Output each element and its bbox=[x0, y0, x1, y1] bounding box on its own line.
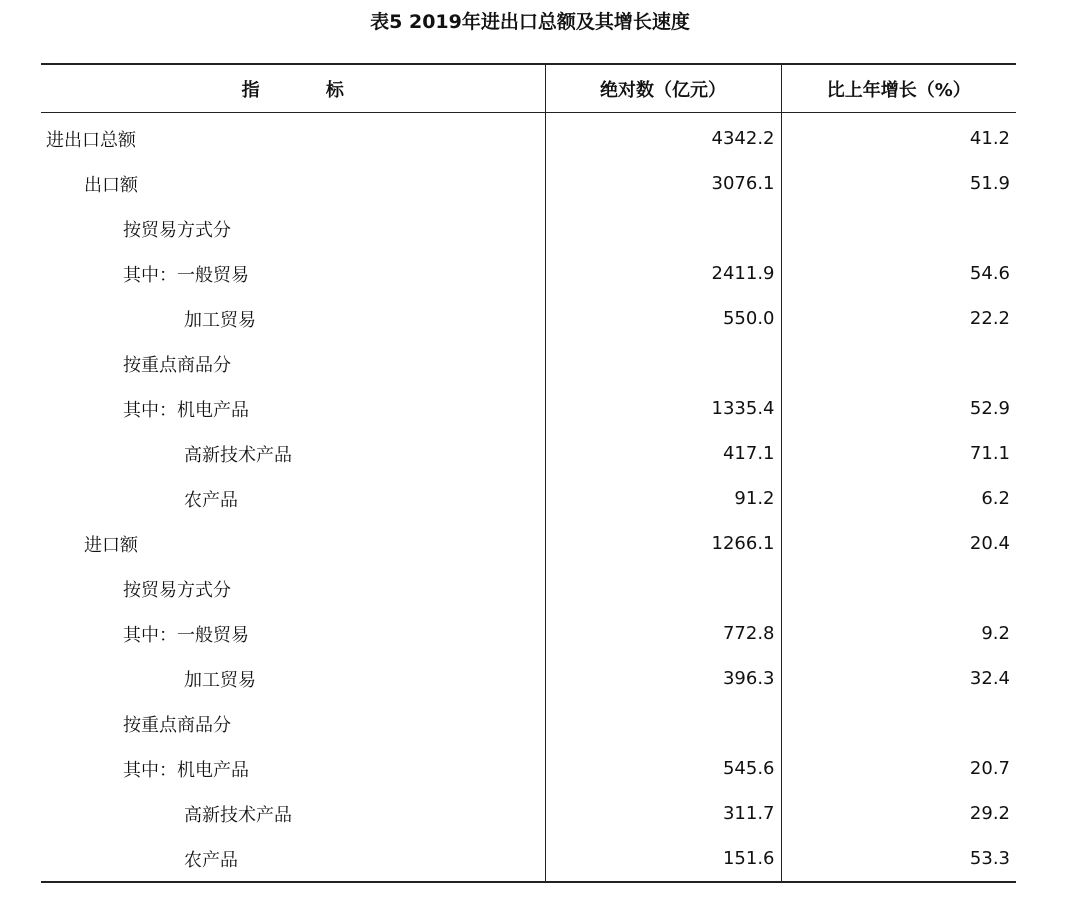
row-growth-rate bbox=[781, 701, 1016, 746]
table-row bbox=[41, 161, 1016, 206]
row-absolute-value: 417.1 bbox=[545, 431, 781, 476]
row-absolute-value bbox=[545, 701, 781, 746]
table-row bbox=[41, 476, 1016, 521]
row-absolute-value bbox=[545, 341, 781, 386]
row-absolute-value: 3076.1 bbox=[545, 161, 781, 206]
row-label: 高新技术产品 bbox=[41, 431, 545, 476]
table-row bbox=[41, 836, 1016, 882]
row-growth-rate: 41.2 bbox=[969, 128, 1010, 149]
row-growth-rate: 32.4 bbox=[969, 668, 1010, 689]
row-absolute-value: 311.7 bbox=[545, 791, 781, 836]
row-growth-rate: 22.2 bbox=[969, 308, 1010, 329]
table-row bbox=[41, 113, 1016, 162]
table-row bbox=[41, 746, 1016, 791]
row-label: 出口额 bbox=[41, 161, 545, 206]
row-growth-rate: 54.6 bbox=[969, 263, 1010, 284]
row-growth-rate bbox=[781, 341, 1016, 386]
table-row bbox=[41, 341, 1016, 386]
row-growth-rate bbox=[781, 206, 1016, 251]
row-label: 其中：机电产品 bbox=[41, 746, 545, 791]
row-label: 其中：一般贸易 bbox=[41, 251, 545, 296]
row-label: 高新技术产品 bbox=[41, 791, 545, 836]
row-absolute-value: 151.6 bbox=[545, 836, 781, 882]
row-absolute-value: 91.2 bbox=[545, 476, 781, 521]
row-absolute-value: 4342.2 bbox=[545, 113, 781, 162]
row-absolute-value: 550.0 bbox=[545, 296, 781, 341]
row-absolute-value: 1266.1 bbox=[545, 521, 781, 566]
header-absolute-value: 绝对数（亿元） bbox=[545, 64, 781, 113]
row-growth-rate: 71.1 bbox=[969, 443, 1010, 464]
row-absolute-value bbox=[545, 566, 781, 611]
table-row bbox=[41, 431, 1016, 476]
row-absolute-value: 2411.9 bbox=[545, 251, 781, 296]
row-absolute-value: 1335.4 bbox=[545, 386, 781, 431]
row-label: 加工贸易 bbox=[41, 296, 545, 341]
row-absolute-value: 396.3 bbox=[545, 656, 781, 701]
row-growth-rate: 9.2 bbox=[981, 623, 1010, 644]
row-label: 按贸易方式分 bbox=[41, 206, 545, 251]
table-row bbox=[41, 791, 1016, 836]
table-row bbox=[41, 206, 1016, 251]
row-label: 按重点商品分 bbox=[41, 701, 545, 746]
row-absolute-value: 772.8 bbox=[545, 611, 781, 656]
row-absolute-value bbox=[545, 206, 781, 251]
row-label: 农产品 bbox=[41, 836, 545, 882]
table-row bbox=[41, 521, 1016, 566]
row-growth-rate: 6.2 bbox=[981, 488, 1010, 509]
table-row bbox=[41, 566, 1016, 611]
row-growth-rate: 29.2 bbox=[969, 803, 1010, 824]
row-growth-rate: 52.9 bbox=[969, 398, 1010, 419]
table-title: 表5 2019年进出口总额及其增长速度 bbox=[370, 11, 690, 33]
row-label: 农产品 bbox=[41, 476, 545, 521]
row-growth-rate: 20.4 bbox=[969, 533, 1010, 554]
row-label: 按贸易方式分 bbox=[41, 566, 545, 611]
row-label: 其中：一般贸易 bbox=[41, 611, 545, 656]
header-growth-rate: 比上年增长（%） bbox=[781, 64, 1016, 113]
row-growth-rate: 20.7 bbox=[969, 758, 1010, 779]
row-absolute-value: 545.6 bbox=[545, 746, 781, 791]
table-row bbox=[41, 701, 1016, 746]
table-row bbox=[41, 386, 1016, 431]
row-label: 按重点商品分 bbox=[41, 341, 545, 386]
table-row bbox=[41, 251, 1016, 296]
row-growth-rate: 53.3 bbox=[781, 836, 1016, 882]
row-label: 进口额 bbox=[41, 521, 545, 566]
row-label: 其中：机电产品 bbox=[41, 386, 545, 431]
table-row bbox=[41, 296, 1016, 341]
table-header-row bbox=[41, 64, 1016, 113]
header-indicator: 指 标 bbox=[41, 64, 545, 113]
table-row bbox=[41, 611, 1016, 656]
row-label: 加工贸易 bbox=[41, 656, 545, 701]
table-row bbox=[41, 656, 1016, 701]
row-growth-rate bbox=[781, 566, 1016, 611]
import-export-table bbox=[41, 63, 1016, 883]
row-growth-rate: 51.9 bbox=[969, 173, 1010, 194]
row-label: 进出口总额 bbox=[41, 113, 545, 162]
